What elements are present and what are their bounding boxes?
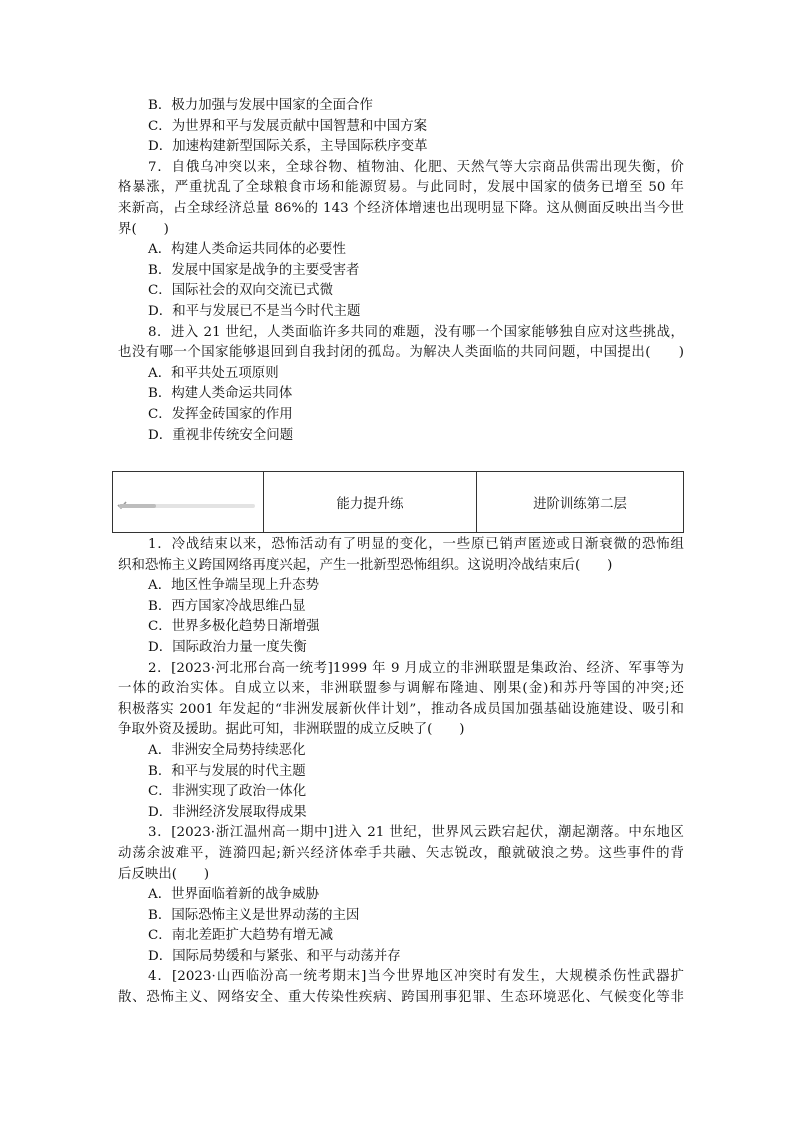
- question-text-line: 织和恐怖主义跨国网络再度兴起，产生一批新型恐怖组织。这说明冷战结束后( ): [118, 557, 613, 573]
- banner-progress-cell: [113, 472, 264, 532]
- question-text-line: 积极落实 2001 年发起的“非洲发展新伙伴计划”，推动各成员国加强基础设施建设、吸引和: [118, 701, 684, 717]
- question-block-1: [118, 96, 684, 446]
- banner-title-ability: 能力提升练: [264, 472, 477, 532]
- question-text-line: 3．[2023·浙江温州高一期中]进入 21 世纪，世界风云跌宕起伏，潮起潮落。中东地区: [148, 825, 684, 841]
- banner-title-level: 进阶训练第二层: [533, 496, 627, 512]
- progress-fill: [119, 504, 156, 508]
- option-line: D．非洲经济发展取得成果: [148, 804, 307, 820]
- option-line: B．发展中国家是战争的主要受害者: [148, 262, 360, 278]
- question-text-line: 4．[2023·山西临汾高一统考期末]当今世界地区冲突时有发生，大规模杀伤性武器扩: [148, 969, 684, 985]
- question-text-line: 后反映出( ): [118, 866, 210, 882]
- question-text-line: 散、恐怖主义、网络安全、重大传染性疾病、跨国刑事犯罪、生态环境恶化、气候变化等非: [118, 990, 684, 1006]
- option-line: D．国际局势缓和与紧张、和平与动荡并存: [148, 948, 401, 964]
- option-line: A．构建人类命运共同体的必要性: [148, 242, 346, 258]
- question-text-line: 2．[2023·河北邢台高一统考]1999 年 9 月成立的非洲联盟是集政治、经济、军事等为: [148, 660, 684, 676]
- option-line: C．国际社会的双向交流已式微: [148, 283, 334, 299]
- question-text-line: 一体的政治实体。自成立以来，非洲联盟参与调解布隆迪、刚果(金)和苏丹等国的冲突;还: [118, 681, 684, 697]
- question-text-line: 也没有哪一个国家能够退回到自我封闭的孤岛。为解决人类面临的共同问题，中国提出( ): [118, 345, 684, 361]
- option-line: B．极力加强与发展中国家的全面合作: [148, 98, 373, 113]
- option-line: A．地区性争端呈现上升态势: [148, 578, 320, 594]
- progress-bar: [119, 504, 255, 508]
- question-block-2: [118, 535, 684, 1009]
- section-banner: [112, 471, 684, 533]
- option-line: B．国际恐怖主义是世界动荡的主因: [148, 907, 360, 923]
- option-line: C．为世界和平与发展贡献中国智慧和中国方案: [148, 118, 428, 134]
- question-text-line: 界( ): [118, 221, 169, 237]
- question-text-line: 争取外资及援助。据此可知，非洲联盟的成立反映了( ): [118, 722, 465, 738]
- option-line: D．重视非传统安全问题: [148, 427, 294, 443]
- option-line: A．非洲安全局势持续恶化: [148, 742, 306, 758]
- option-line: A．和平共处五项原则: [148, 365, 279, 381]
- question-text-line: 8．进入 21 世纪，人类面临许多共同的难题，没有哪一个国家能够独自应对这些挑战，: [148, 324, 684, 340]
- question-text-line: 格暴涨，严重扰乱了全球粮食市场和能源贸易。与此同时，发展中国家的债务已增至 50 年: [118, 180, 684, 196]
- option-line: C．南北差距扩大趋势有增无减: [148, 928, 334, 944]
- option-line: A．世界面临着新的战争威胁: [148, 887, 320, 903]
- option-line: D．加速构建新型国际关系，主导国际秩序变革: [148, 139, 428, 155]
- option-line: D．和平与发展已不是当今时代主题: [148, 303, 361, 319]
- option-line: B．构建人类命运共同体: [148, 386, 293, 402]
- option-line: D．国际政治力量一度失衡: [148, 639, 307, 655]
- question-text-line: 7．自俄乌冲突以来，全球谷物、植物油、化肥、天然气等大宗商品供需出现失衡，价: [148, 159, 684, 175]
- option-line: C．非洲实现了政治一体化: [148, 784, 307, 800]
- question-text-line: 1．冷战结束以来，恐怖活动有了明显的变化，一些原已销声匿迹或日渐衰微的恐怖组: [148, 537, 684, 552]
- question-text-line: 动荡余波难平，涟漪四起;新兴经济体牵手共融、矢志锐改，酿就破浪之势。这些事件的背: [118, 845, 684, 861]
- option-line: B．和平与发展的时代主题: [148, 763, 306, 779]
- question-text-line: 来新高，占全球经济总量 86%的 143 个经济体增速也出现明显下降。这从侧面反映出当今世: [118, 200, 684, 216]
- option-line: B．西方国家冷战思维凸显: [148, 598, 306, 614]
- option-line: C．发挥金砖国家的作用: [148, 406, 293, 422]
- option-line: C．世界多极化趋势日渐增强: [148, 619, 320, 635]
